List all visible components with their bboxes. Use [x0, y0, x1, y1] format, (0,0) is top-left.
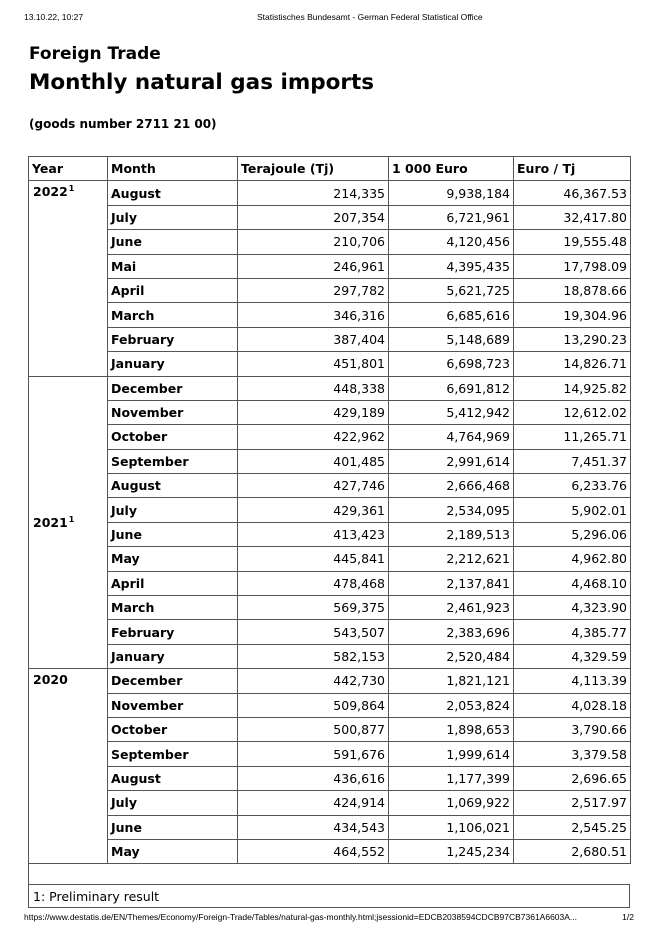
- month-cell: December: [108, 376, 238, 400]
- euro-cell: 1,821,121: [389, 669, 514, 693]
- euro-cell: 2,189,513: [389, 522, 514, 546]
- euro-cell: 2,461,923: [389, 596, 514, 620]
- euro-cell: 1,999,614: [389, 742, 514, 766]
- euro-cell: 1,245,234: [389, 839, 514, 863]
- terajoule-cell: 210,706: [238, 230, 389, 254]
- table-header-row: [29, 157, 631, 181]
- year-cell: [29, 669, 108, 864]
- print-page-number: 1/2: [622, 912, 634, 922]
- table-row: [29, 571, 631, 595]
- month-cell: December: [108, 669, 238, 693]
- euro-per-tj-cell: 4,028.18: [514, 693, 631, 717]
- euro-per-tj-cell: 2,545.25: [514, 815, 631, 839]
- terajoule-cell: 413,423: [238, 522, 389, 546]
- euro-cell: 1,069,922: [389, 791, 514, 815]
- month-cell: August: [108, 474, 238, 498]
- table-row: [29, 693, 631, 717]
- year-label: 2020: [33, 672, 68, 688]
- terajoule-cell: 445,841: [238, 547, 389, 571]
- euro-per-tj-cell: 13,290.23: [514, 327, 631, 351]
- table-row: [29, 181, 631, 205]
- euro-per-tj-cell: 7,451.37: [514, 449, 631, 473]
- month-cell: August: [108, 181, 238, 205]
- print-date: 13.10.22, 10:27: [24, 12, 84, 22]
- terajoule-cell: 434,543: [238, 815, 389, 839]
- month-cell: July: [108, 791, 238, 815]
- table-row: [29, 766, 631, 790]
- table-row: [29, 522, 631, 546]
- table-row: [29, 596, 631, 620]
- table-tail-spacer: [28, 864, 108, 884]
- terajoule-cell: 569,375: [238, 596, 389, 620]
- terajoule-cell: 246,961: [238, 254, 389, 278]
- euro-per-tj-cell: 4,962.80: [514, 547, 631, 571]
- euro-cell: 4,395,435: [389, 254, 514, 278]
- euro-per-tj-cell: 3,379.58: [514, 742, 631, 766]
- terajoule-cell: 582,153: [238, 644, 389, 668]
- euro-cell: 6,698,723: [389, 352, 514, 376]
- terajoule-cell: 297,782: [238, 278, 389, 302]
- table-row: [29, 205, 631, 229]
- euro-cell: 2,053,824: [389, 693, 514, 717]
- header-month: Month: [108, 157, 238, 181]
- euro-per-tj-cell: 32,417.80: [514, 205, 631, 229]
- euro-per-tj-cell: 2,696.65: [514, 766, 631, 790]
- year-cell: [29, 181, 108, 376]
- month-cell: November: [108, 693, 238, 717]
- month-cell: May: [108, 839, 238, 863]
- table-row: [29, 254, 631, 278]
- header-1000-euro: 1 000 Euro: [389, 157, 514, 181]
- month-cell: June: [108, 230, 238, 254]
- table-row: [29, 547, 631, 571]
- month-cell: July: [108, 205, 238, 229]
- euro-per-tj-cell: 2,517.97: [514, 791, 631, 815]
- month-cell: April: [108, 278, 238, 302]
- terajoule-cell: 346,316: [238, 303, 389, 327]
- euro-cell: 2,212,621: [389, 547, 514, 571]
- year-label: 2021: [33, 514, 68, 530]
- terajoule-cell: 214,335: [238, 181, 389, 205]
- year-label: 2022: [33, 184, 68, 200]
- euro-cell: 2,137,841: [389, 571, 514, 595]
- month-cell: January: [108, 352, 238, 376]
- month-cell: July: [108, 498, 238, 522]
- terajoule-cell: 207,354: [238, 205, 389, 229]
- table-row: [29, 474, 631, 498]
- euro-cell: 6,685,616: [389, 303, 514, 327]
- euro-cell: 1,898,653: [389, 717, 514, 741]
- euro-cell: 2,666,468: [389, 474, 514, 498]
- terajoule-cell: 448,338: [238, 376, 389, 400]
- month-cell: January: [108, 644, 238, 668]
- table-row: [29, 498, 631, 522]
- euro-cell: 4,120,456: [389, 230, 514, 254]
- euro-cell: 5,412,942: [389, 400, 514, 424]
- euro-cell: 2,534,095: [389, 498, 514, 522]
- month-cell: October: [108, 425, 238, 449]
- terajoule-cell: 427,746: [238, 474, 389, 498]
- euro-cell: 2,383,696: [389, 620, 514, 644]
- terajoule-cell: 509,864: [238, 693, 389, 717]
- table-row: [29, 449, 631, 473]
- table-row: [29, 717, 631, 741]
- header-terajoule: Terajoule (Tj): [238, 157, 389, 181]
- euro-per-tj-cell: 5,296.06: [514, 522, 631, 546]
- euro-per-tj-cell: 14,925.82: [514, 376, 631, 400]
- terajoule-cell: 429,361: [238, 498, 389, 522]
- month-cell: April: [108, 571, 238, 595]
- table-row: [29, 791, 631, 815]
- table-row: [29, 620, 631, 644]
- table-row: [29, 352, 631, 376]
- table-row: [29, 327, 631, 351]
- terajoule-cell: 442,730: [238, 669, 389, 693]
- month-cell: February: [108, 327, 238, 351]
- terajoule-cell: 478,468: [238, 571, 389, 595]
- terajoule-cell: 464,552: [238, 839, 389, 863]
- euro-per-tj-cell: 6,233.76: [514, 474, 631, 498]
- euro-per-tj-cell: 19,555.48: [514, 230, 631, 254]
- month-cell: September: [108, 742, 238, 766]
- euro-cell: 5,621,725: [389, 278, 514, 302]
- table-row: [29, 669, 631, 693]
- euro-per-tj-cell: 11,265.71: [514, 425, 631, 449]
- table-row: [29, 230, 631, 254]
- euro-per-tj-cell: 5,902.01: [514, 498, 631, 522]
- terajoule-cell: 401,485: [238, 449, 389, 473]
- euro-per-tj-cell: 18,878.66: [514, 278, 631, 302]
- euro-per-tj-cell: 3,790.66: [514, 717, 631, 741]
- terajoule-cell: 424,914: [238, 791, 389, 815]
- print-url: https://www.destatis.de/EN/Themes/Economy/Foreign-Trade/Tables/natural-gas-monthly.html;jsessionid=EDCB2038594CDCB97CB7361A6603A...: [24, 912, 578, 922]
- euro-per-tj-cell: 4,323.90: [514, 596, 631, 620]
- table-row: [29, 303, 631, 327]
- table-row: [29, 376, 631, 400]
- month-cell: March: [108, 596, 238, 620]
- print-footer: [24, 912, 634, 924]
- print-header: [24, 12, 631, 24]
- section-title: Foreign Trade: [29, 44, 161, 64]
- month-cell: November: [108, 400, 238, 424]
- month-cell: October: [108, 717, 238, 741]
- table-row: [29, 644, 631, 668]
- euro-cell: 2,520,484: [389, 644, 514, 668]
- terajoule-cell: 436,616: [238, 766, 389, 790]
- month-cell: February: [108, 620, 238, 644]
- header-year: Year: [29, 157, 108, 181]
- euro-per-tj-cell: 4,468.10: [514, 571, 631, 595]
- natural-gas-imports-table: [28, 156, 631, 864]
- print-site-name: Statistisches Bundesamt - German Federal Statistical Office: [257, 12, 483, 22]
- terajoule-cell: 500,877: [238, 717, 389, 741]
- euro-per-tj-cell: 19,304.96: [514, 303, 631, 327]
- euro-per-tj-cell: 4,113.39: [514, 669, 631, 693]
- terajoule-cell: 429,189: [238, 400, 389, 424]
- euro-per-tj-cell: 12,612.02: [514, 400, 631, 424]
- header-euro-per-tj: Euro / Tj: [514, 157, 631, 181]
- euro-cell: 1,177,399: [389, 766, 514, 790]
- table-row: [29, 400, 631, 424]
- euro-per-tj-cell: 46,367.53: [514, 181, 631, 205]
- euro-cell: 1,106,021: [389, 815, 514, 839]
- euro-per-tj-cell: 14,826.71: [514, 352, 631, 376]
- euro-cell: 5,148,689: [389, 327, 514, 351]
- month-cell: June: [108, 522, 238, 546]
- footnote-marker: 1: [68, 514, 75, 524]
- month-cell: September: [108, 449, 238, 473]
- table-row: [29, 425, 631, 449]
- terajoule-cell: 422,962: [238, 425, 389, 449]
- table-row: [29, 815, 631, 839]
- month-cell: May: [108, 547, 238, 571]
- euro-cell: 6,691,812: [389, 376, 514, 400]
- month-cell: June: [108, 815, 238, 839]
- euro-per-tj-cell: 4,329.59: [514, 644, 631, 668]
- month-cell: Mai: [108, 254, 238, 278]
- euro-cell: 4,764,969: [389, 425, 514, 449]
- euro-per-tj-cell: 2,680.51: [514, 839, 631, 863]
- goods-number: (goods number 2711 21 00): [29, 117, 217, 131]
- table-row: [29, 278, 631, 302]
- month-cell: August: [108, 766, 238, 790]
- table-row: [29, 839, 631, 863]
- euro-cell: 9,938,184: [389, 181, 514, 205]
- euro-per-tj-cell: 17,798.09: [514, 254, 631, 278]
- table-row: [29, 742, 631, 766]
- terajoule-cell: 591,676: [238, 742, 389, 766]
- table-body: [29, 181, 631, 864]
- terajoule-cell: 543,507: [238, 620, 389, 644]
- terajoule-cell: 451,801: [238, 352, 389, 376]
- euro-per-tj-cell: 4,385.77: [514, 620, 631, 644]
- year-cell: [29, 376, 108, 669]
- euro-cell: 6,721,961: [389, 205, 514, 229]
- footnote-marker: 1: [68, 184, 75, 194]
- terajoule-cell: 387,404: [238, 327, 389, 351]
- footnote: 1: Preliminary result: [28, 884, 630, 908]
- page-title: Monthly natural gas imports: [29, 70, 375, 95]
- euro-cell: 2,991,614: [389, 449, 514, 473]
- month-cell: March: [108, 303, 238, 327]
